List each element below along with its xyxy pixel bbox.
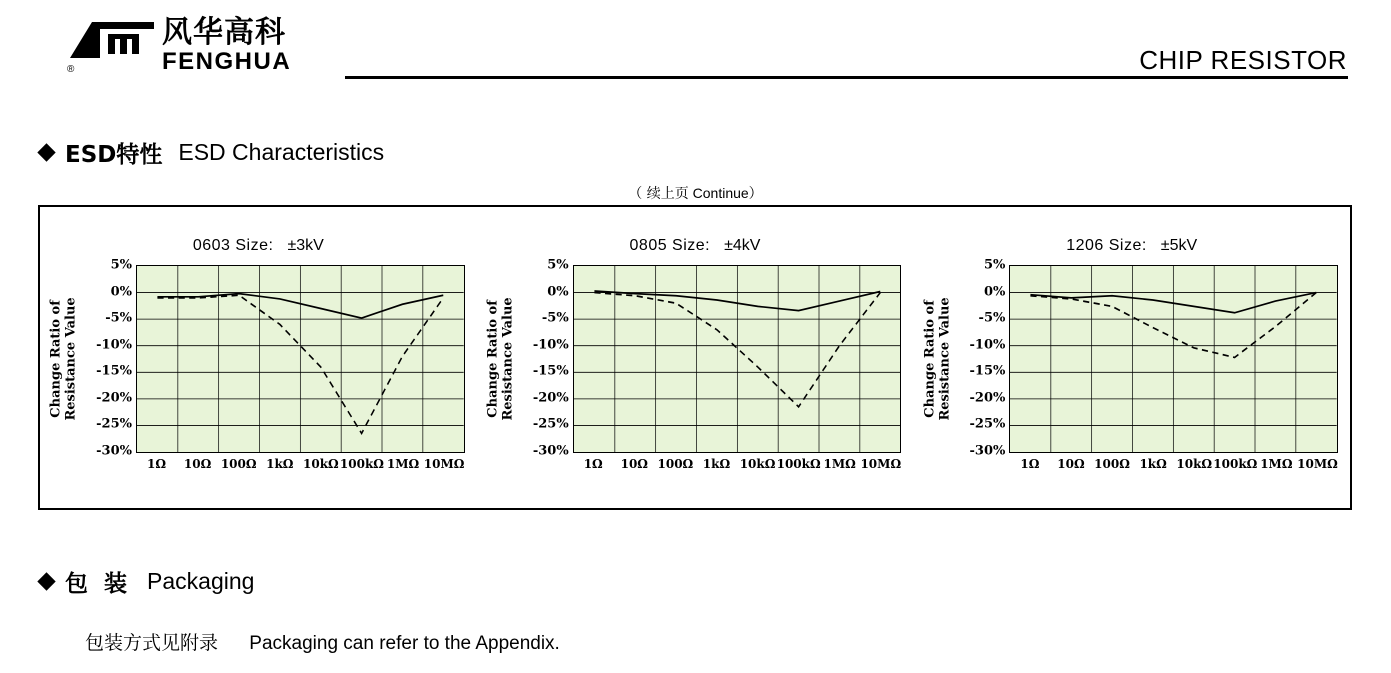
chart-ytick-0-6: -25% — [96, 416, 132, 432]
chart-ylabel-0 — [48, 269, 82, 449]
chart-ytick-0-1: 0% — [110, 284, 132, 300]
chart-xtick-2-5: 100kΩ — [1213, 457, 1258, 471]
chart-title-0 — [40, 237, 477, 255]
company-logo — [66, 15, 292, 75]
chart-ytick-0-7: -30% — [96, 443, 132, 459]
chart-xtick-2-3: 1kΩ — [1139, 457, 1167, 471]
chart-xtick-0-1: 10Ω — [183, 457, 212, 471]
chart-ylabel-2 — [921, 269, 955, 449]
chart-plot-area-1 — [525, 257, 902, 471]
chart-xtick-2-1: 10Ω — [1057, 457, 1085, 471]
esd-section-heading — [40, 136, 384, 169]
packaging-body-cn: 包装方式见附录 — [85, 632, 219, 654]
chart-xticks-1 — [573, 457, 902, 477]
chart-xtick-2-6: 1MΩ — [1260, 457, 1293, 471]
chart-ytick-0-4: -15% — [96, 363, 132, 379]
chart-ytick-1-5: -20% — [532, 390, 569, 406]
chart-ylabel-1 — [485, 269, 519, 449]
chart-xtick-0-3: 1kΩ — [266, 457, 294, 471]
chart-xtick-1-6: 1MΩ — [823, 457, 856, 471]
chart-1 — [477, 207, 914, 508]
chart-ytick-1-3: -10% — [532, 337, 569, 353]
page-header — [0, 0, 1391, 96]
packaging-body-en: Packaging can refer to the Appendix. — [249, 633, 560, 654]
chart-xtick-1-2: 100Ω — [657, 457, 694, 471]
esd-charts-panel — [38, 205, 1352, 510]
chart-ytick-2-0: 5% — [983, 257, 1006, 273]
packaging-body — [85, 628, 560, 655]
chart-0 — [40, 207, 477, 508]
chart-size-label-1: 0805 Size: — [629, 237, 711, 254]
document-title: CHIP RESISTOR — [1139, 45, 1347, 75]
chart-plot-2 — [1009, 265, 1338, 453]
logo-name-cn: 风华高科 — [162, 15, 286, 50]
chart-ytick-1-7: -30% — [532, 443, 569, 459]
chart-xtick-0-0: 1Ω — [147, 457, 167, 471]
chart-xtick-1-7: 10MΩ — [860, 457, 902, 471]
packaging-heading-en: Packaging — [147, 568, 255, 594]
chart-xtick-0-7: 10MΩ — [423, 457, 465, 471]
diamond-bullet-icon — [37, 572, 55, 590]
packaging-heading-cn: 包 装 — [65, 571, 132, 597]
chart-2 — [913, 207, 1350, 508]
chart-ytick-0-5: -20% — [96, 390, 132, 406]
chart-voltage-label-1: ±4kV — [724, 237, 761, 254]
chart-plot-0 — [136, 265, 465, 453]
chart-xtick-2-7: 10MΩ — [1297, 457, 1338, 471]
chart-ytick-1-6: -25% — [532, 416, 569, 432]
continue-note-en: Continue） — [692, 185, 763, 201]
charts-row — [40, 207, 1350, 508]
chart-title-2 — [913, 237, 1350, 255]
header-divider — [345, 76, 1348, 79]
diamond-bullet-icon — [37, 143, 55, 161]
chart-xtick-2-2: 100Ω — [1094, 457, 1130, 471]
chart-voltage-label-2: ±5kV — [1160, 237, 1198, 254]
chart-xticks-2 — [1009, 457, 1338, 477]
chart-xtick-1-3: 1kΩ — [702, 457, 731, 471]
chart-plot-1 — [573, 265, 902, 453]
continue-note-cn: （ 续上页 — [628, 186, 689, 202]
fenghua-logo-icon — [66, 18, 158, 75]
chart-ytick-2-5: -20% — [969, 390, 1006, 406]
chart-ylabel-text-2: Change Ratio of Resistance Value — [922, 297, 953, 421]
chart-ylabel-text-1: Change Ratio of Resistance Value — [485, 297, 516, 421]
chart-xtick-2-0: 1Ω — [1020, 457, 1040, 471]
esd-heading-en: ESD Characteristics — [178, 139, 385, 165]
chart-size-label-2: 1206 Size: — [1066, 237, 1147, 254]
chart-ytick-1-0: 5% — [547, 257, 569, 273]
chart-yticks-1 — [525, 257, 573, 459]
chart-xtick-0-2: 100Ω — [220, 457, 257, 471]
chart-title-1 — [477, 237, 914, 255]
chart-xtick-2-4: 10kΩ — [1176, 457, 1213, 471]
chart-ytick-1-4: -15% — [532, 363, 569, 379]
packaging-section-heading — [40, 565, 254, 598]
chart-voltage-label-0: ±3kV — [287, 237, 324, 254]
chart-ytick-0-0: 5% — [110, 257, 132, 273]
chart-ytick-0-3: -10% — [96, 337, 132, 353]
chart-ytick-0-2: -5% — [105, 310, 132, 326]
chart-ytick-2-4: -15% — [969, 363, 1006, 379]
chart-ytick-2-3: -10% — [969, 337, 1006, 353]
chart-ytick-1-2: -5% — [541, 310, 569, 326]
chart-ytick-2-7: -30% — [969, 443, 1006, 459]
chart-xtick-1-4: 10kΩ — [739, 457, 776, 471]
chart-xtick-1-1: 10Ω — [620, 457, 648, 471]
chart-xtick-0-5: 100kΩ — [339, 457, 384, 471]
chart-xtick-0-6: 1MΩ — [386, 457, 420, 471]
chart-yticks-0 — [88, 257, 136, 459]
chart-size-label-0: 0603 Size: — [192, 237, 274, 254]
chart-plot-area-0 — [88, 257, 465, 471]
chart-ytick-2-2: -5% — [978, 310, 1006, 326]
chart-ytick-2-1: 0% — [983, 284, 1006, 300]
esd-heading-cn: ESD特性 — [65, 142, 163, 168]
chart-yticks-2 — [961, 257, 1009, 459]
chart-xtick-0-4: 10kΩ — [303, 457, 339, 471]
logo-name-en: FENGHUA — [162, 48, 292, 75]
registered-mark: ® — [67, 64, 75, 75]
chart-ytick-1-1: 0% — [547, 284, 569, 300]
chart-xticks-0 — [136, 457, 465, 477]
chart-xtick-1-5: 100kΩ — [776, 457, 821, 471]
continue-note — [0, 183, 1391, 203]
logo-text — [162, 15, 292, 75]
chart-ytick-2-6: -25% — [969, 416, 1006, 432]
chart-xtick-1-0: 1Ω — [583, 457, 603, 471]
chart-ylabel-text-0: Change Ratio of Resistance Value — [49, 297, 80, 421]
chart-plot-area-2 — [961, 257, 1338, 471]
